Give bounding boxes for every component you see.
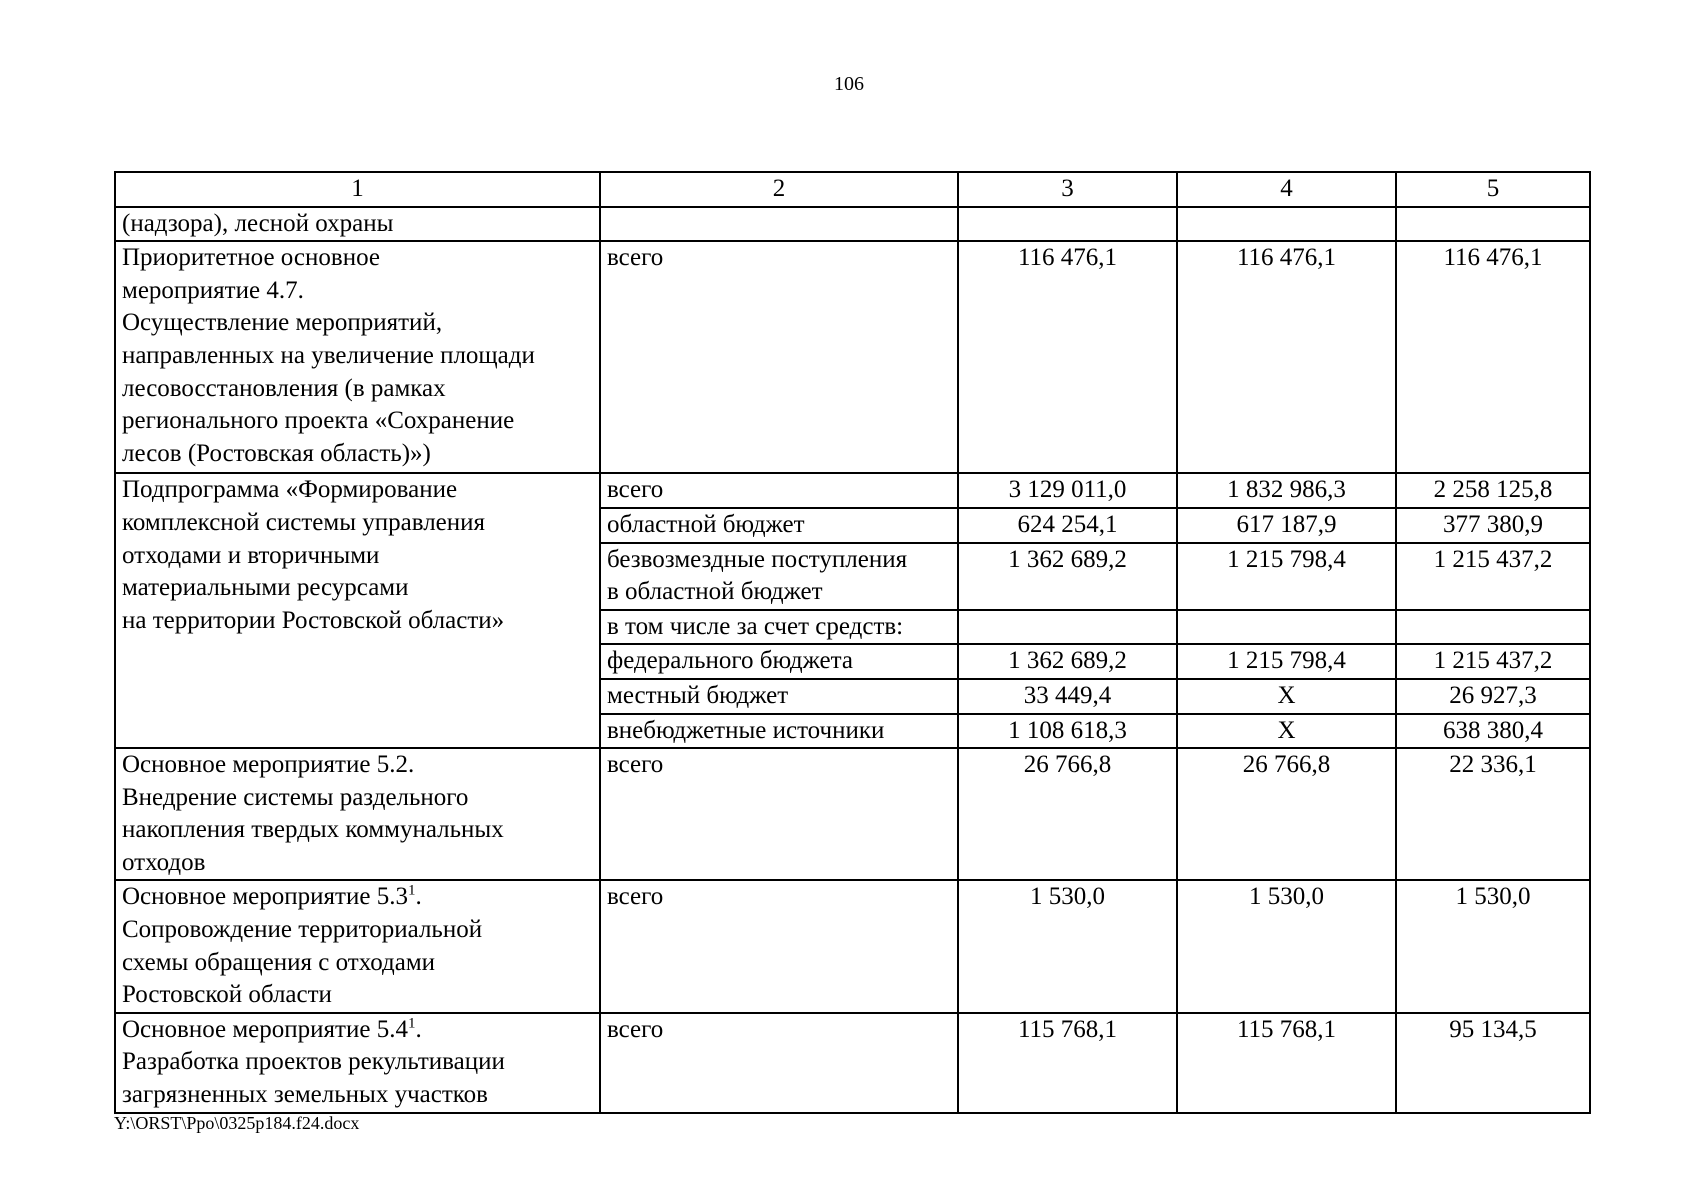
value-cell: 1 530,0 — [1177, 880, 1396, 1012]
value-cell: 1 362 689,2 — [958, 644, 1177, 679]
value-cell — [958, 610, 1177, 645]
funding-source: местный бюджет — [600, 679, 958, 714]
value-cell: 115 768,1 — [958, 1013, 1177, 1113]
value-cell: 33 449,4 — [958, 679, 1177, 714]
table-row — [115, 880, 1590, 1012]
funding-source: федерального бюджета — [600, 644, 958, 679]
value-cell: 1 215 798,4 — [1177, 644, 1396, 679]
table-row — [115, 1013, 1590, 1113]
funding-source: всего — [600, 748, 958, 880]
value-cell: 116 476,1 — [1396, 241, 1590, 473]
empty-cell — [958, 207, 1177, 242]
row-title: Основное мероприятие 5.3 — [122, 883, 408, 911]
budget-table — [114, 171, 1591, 1114]
value-cell: 26 927,3 — [1396, 679, 1590, 714]
footnote-mark: 1 — [407, 1015, 416, 1032]
value-cell: 22 336,1 — [1396, 748, 1590, 880]
value-cell: 624 254,1 — [958, 508, 1177, 543]
row-name: (надзора), лесной охраны — [115, 207, 600, 242]
funding-source: безвозмездные поступления в областной бюджет — [600, 543, 958, 610]
row-name: Приоритетное основное мероприятие 4.7. Осуществление мероприятий, направленных на увеличение площади лесовосстановления (в рамках регионального проекта «Сохранение лесов (Ростовская область)») — [115, 241, 600, 473]
value-cell: 3 129 011,0 — [958, 473, 1177, 508]
value-cell: 26 766,8 — [958, 748, 1177, 880]
value-cell: 1 832 986,3 — [1177, 473, 1396, 508]
value-cell: 1 530,0 — [958, 880, 1177, 1012]
value-cell: 377 380,9 — [1396, 508, 1590, 543]
value-cell: 116 476,1 — [958, 241, 1177, 473]
funding-source: областной бюджет — [600, 508, 958, 543]
row-title: Основное мероприятие 5.4 — [122, 1015, 408, 1043]
empty-cell — [1396, 207, 1590, 242]
row-description: Разработка проектов рекультивации загрязненных земельных участков — [122, 1048, 505, 1109]
column-header: 2 — [600, 172, 958, 207]
value-cell: 1 215 798,4 — [1177, 543, 1396, 610]
empty-cell — [600, 207, 958, 242]
row-name — [115, 880, 600, 1012]
file-path-footer: Y:\ORST\Ppo\0325p184.f24.docx — [114, 1113, 360, 1133]
table-row — [115, 241, 1590, 473]
value-cell: 1 108 618,3 — [958, 714, 1177, 749]
value-cell: 115 768,1 — [1177, 1013, 1396, 1113]
value-cell: Х — [1177, 679, 1396, 714]
value-cell: 1 215 437,2 — [1396, 644, 1590, 679]
column-header: 3 — [958, 172, 1177, 207]
page-number: 106 — [834, 73, 864, 95]
funding-source: всего — [600, 241, 958, 473]
table-row — [115, 207, 1590, 242]
value-cell: Х — [1177, 714, 1396, 749]
funding-source: в том числе за счет средств: — [600, 610, 958, 645]
table-row — [115, 748, 1590, 880]
value-cell: 617 187,9 — [1177, 508, 1396, 543]
funding-source: всего — [600, 880, 958, 1012]
row-description: Сопровождение территориальной схемы обращения с отходами Ростовской области — [122, 916, 483, 1009]
funding-source: всего — [600, 1013, 958, 1113]
column-header: 1 — [115, 172, 600, 207]
value-cell: 1 215 437,2 — [1396, 543, 1590, 610]
footnote-mark: 1 — [407, 883, 416, 900]
value-cell — [1177, 610, 1396, 645]
value-cell: 2 258 125,8 — [1396, 473, 1590, 508]
value-cell: 1 362 689,2 — [958, 543, 1177, 610]
column-header: 5 — [1396, 172, 1590, 207]
value-cell: 116 476,1 — [1177, 241, 1396, 473]
table-row — [115, 473, 1590, 508]
value-cell: 1 530,0 — [1396, 880, 1590, 1012]
value-cell: 95 134,5 — [1396, 1013, 1590, 1113]
row-title-suffix: . — [415, 1015, 422, 1043]
row-title-suffix: . — [415, 883, 422, 911]
row-name: Основное мероприятие 5.2. Внедрение системы раздельного накопления твердых коммунальных отходов — [115, 748, 600, 880]
table-header-row — [115, 172, 1590, 207]
value-cell: 26 766,8 — [1177, 748, 1396, 880]
funding-source: всего — [600, 473, 958, 508]
column-header: 4 — [1177, 172, 1396, 207]
row-name — [115, 1013, 600, 1113]
row-name: Подпрограмма «Формирование комплексной системы управления отходами и вторичными материальными ресурсами на территории Ростовской области» — [115, 473, 600, 748]
empty-cell — [1177, 207, 1396, 242]
value-cell: 638 380,4 — [1396, 714, 1590, 749]
value-cell — [1396, 610, 1590, 645]
funding-source: внебюджетные источники — [600, 714, 958, 749]
